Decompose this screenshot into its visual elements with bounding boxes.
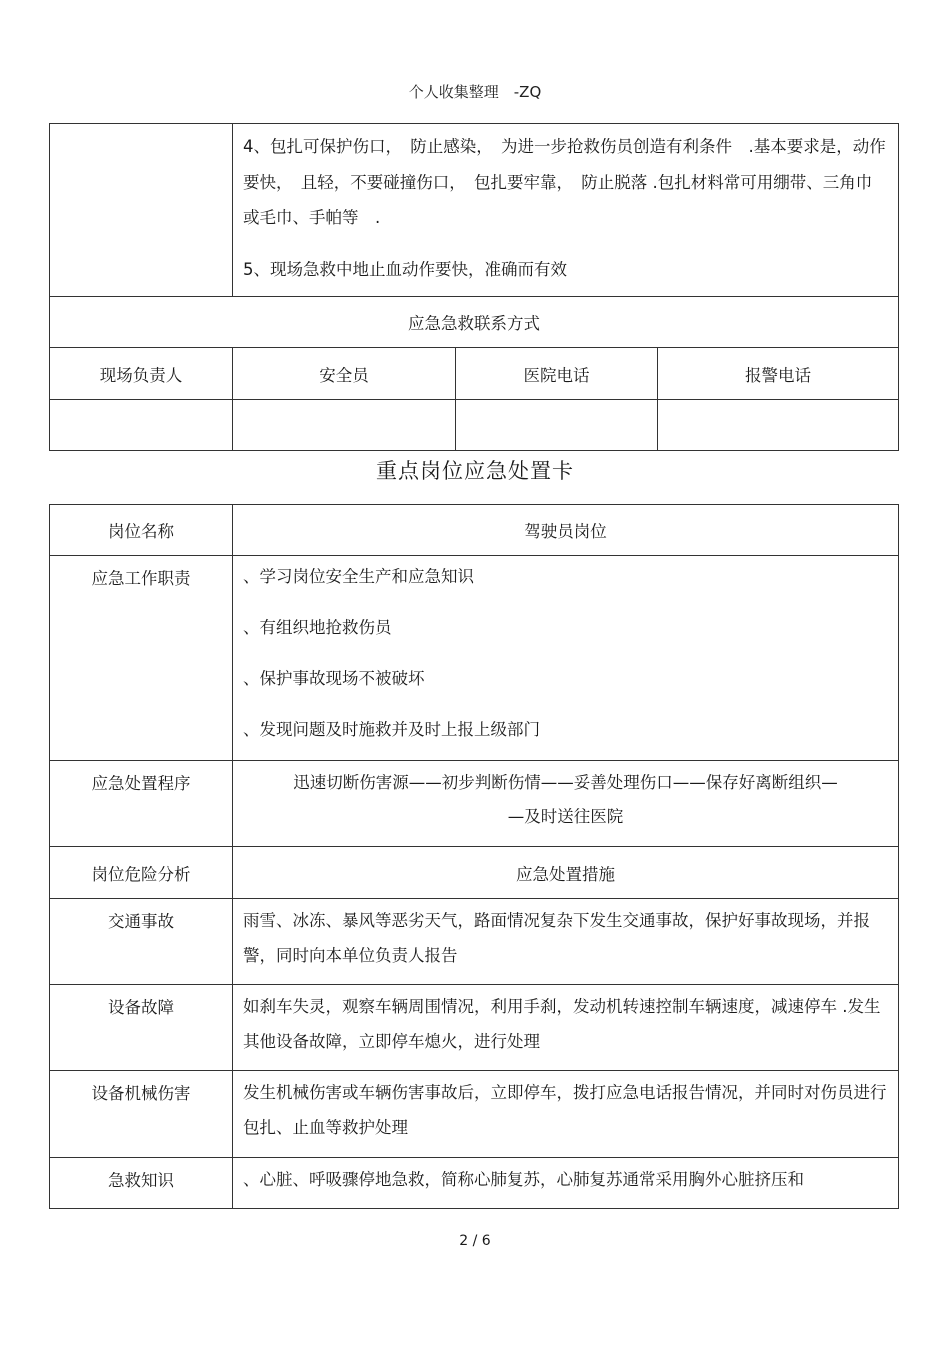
risk-name: 急救知识 xyxy=(50,1158,233,1209)
emergency-card-table xyxy=(49,504,899,1209)
risk-row xyxy=(50,985,899,1071)
procedure-row xyxy=(50,761,899,847)
card-title: 重点岗位应急处置卡 xyxy=(376,459,574,483)
duty-item: 、有组织地抢救伤员 xyxy=(243,618,392,637)
risk-name: 设备故障 xyxy=(50,985,233,1071)
post-name-row xyxy=(50,505,899,556)
risk-row xyxy=(50,1071,899,1158)
risk-name: 交通事故 xyxy=(50,899,233,985)
contact-header-police-phone: 报警电话 xyxy=(658,348,899,400)
risk-header-row xyxy=(50,847,899,899)
first-aid-content xyxy=(233,124,899,297)
duty-item: 、发现问题及时施救并及时上报上级部门 xyxy=(243,720,540,739)
contact-value-hospital-phone xyxy=(456,400,658,451)
procedure-line: 迅速切断伤害源——初步判断伤情——妥善处理伤口——保存好离断组织— xyxy=(293,773,838,792)
risk-row xyxy=(50,899,899,985)
page-header: 个人收集整理 -ZQ xyxy=(408,83,542,101)
contact-header-safety-officer: 安全员 xyxy=(233,348,456,400)
procedure-line: —及时送往医院 xyxy=(507,807,624,826)
duty-row xyxy=(50,556,899,761)
first-aid-table xyxy=(49,123,899,451)
post-name-value: 驾驶员岗位 xyxy=(233,505,899,556)
contact-title: 应急急救联系方式 xyxy=(50,297,899,348)
post-name-label: 岗位名称 xyxy=(50,505,233,556)
risk-measure: 雨雪、冰冻、暴风等恶劣天气，路面情况复杂下发生交通事故，保护好事故现场，并报警，同时向本单位负责人报告 xyxy=(233,899,899,985)
first-aid-row xyxy=(50,124,899,297)
risk-measure: 发生机械伤害或车辆伤害事故后，立即停车，拨打应急电话报告情况，并同时对伤员进行包扎、止血等救护处理 xyxy=(233,1071,899,1158)
first-aid-item-5: 5、现场急救中地止血动作要快，准确而有效 xyxy=(243,259,567,279)
contact-header-hospital-phone: 医院电话 xyxy=(456,348,658,400)
measure-header: 应急处置措施 xyxy=(233,847,899,899)
procedure-label: 应急处置程序 xyxy=(50,761,233,847)
contact-value-safety-officer xyxy=(233,400,456,451)
duty-item: 、学习岗位安全生产和应急知识 xyxy=(243,567,474,586)
contact-value-police-phone xyxy=(658,400,899,451)
contact-header-row xyxy=(50,348,899,400)
first-aid-item-4: 4、包扎可保护伤口， 防止感染， 为进一步抢救伤员创造有利条件 .基本要求是，动作要快， 且轻，不要碰撞伤口， 包扎要牢靠， 防止脱落 .包扎材料常可用绷带、三角巾或毛巾、手帕等 . xyxy=(243,137,886,227)
duty-label: 应急工作职责 xyxy=(50,556,233,761)
risk-measure: 、心脏、呼吸骤停地急救，简称心肺复苏，心肺复苏通常采用胸外心脏挤压和 xyxy=(233,1158,899,1209)
duty-item: 、保护事故现场不被破坏 xyxy=(243,669,425,688)
page-number: 2 / 6 xyxy=(459,1233,491,1249)
contact-value-row xyxy=(50,400,899,451)
risk-measure: 如刹车失灵，观察车辆周围情况，利用手刹，发动机转速控制车辆速度，减速停车 .发生其他设备故障，立即停车熄火，进行处理 xyxy=(233,985,899,1071)
contact-header-site-leader: 现场负责人 xyxy=(50,348,233,400)
duty-list xyxy=(233,556,899,761)
contact-value-site-leader xyxy=(50,400,233,451)
risk-header: 岗位危险分析 xyxy=(50,847,233,899)
risk-row xyxy=(50,1158,899,1209)
procedure-content xyxy=(233,761,899,847)
empty-label-cell xyxy=(50,124,233,297)
risk-name: 设备机械伤害 xyxy=(50,1071,233,1158)
